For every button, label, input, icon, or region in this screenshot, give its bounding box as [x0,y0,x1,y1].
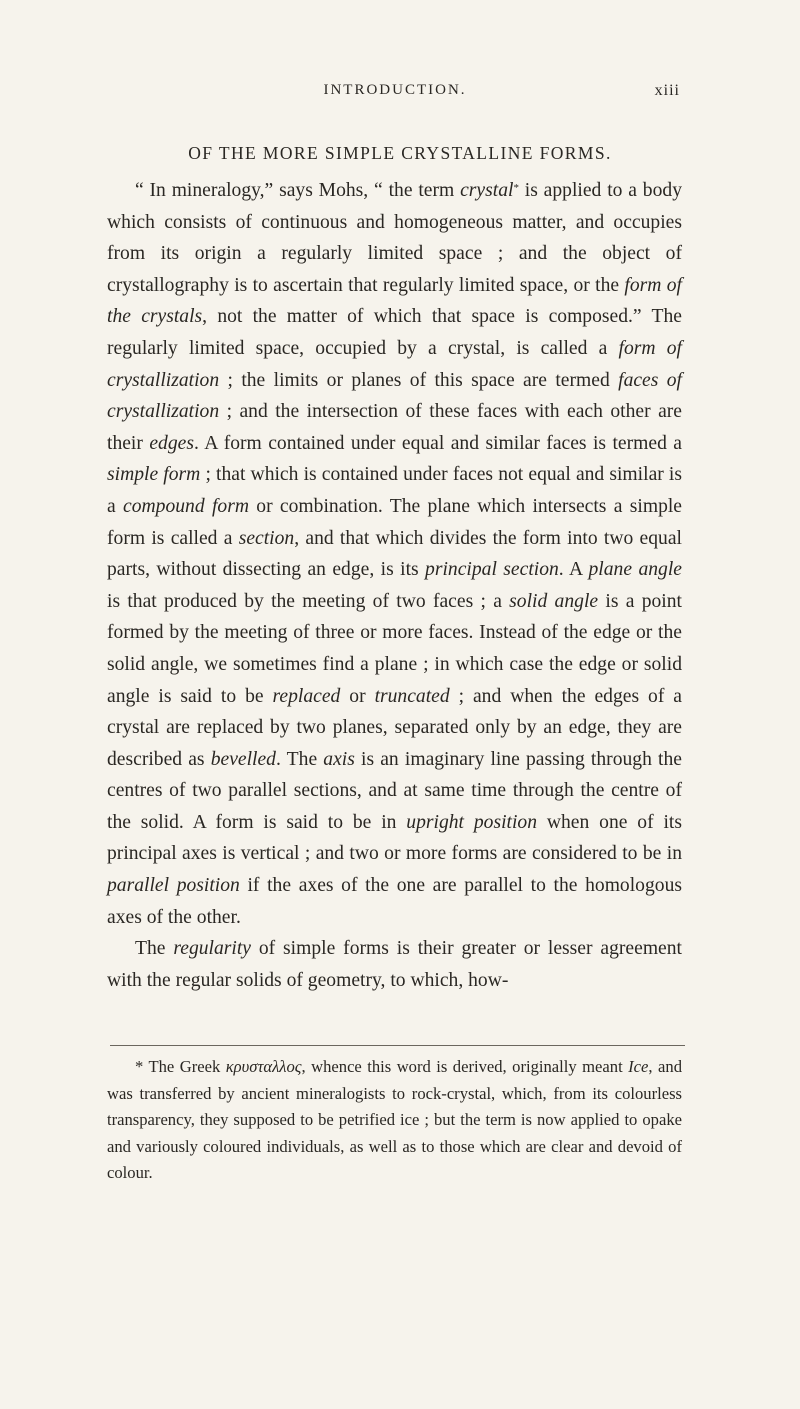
footnote [107,1054,682,1187]
paragraph-2: The regularity of simple forms is their greater or lesser agreement with the regular solids of geometry, to which, how- [107,938,682,991]
term-compound-form: compound form [123,495,249,517]
section-heading: OF THE MORE SIMPLE CRYSTALLINE FORMS. [188,143,612,163]
term-upright-position: upright position [406,811,537,833]
body-text [107,175,682,996]
footnote-marker: * [513,182,519,194]
term-crystal: crystal [460,180,514,201]
term-ice: Ice [628,1057,649,1076]
term-form-of-crystallization: form of crystallization [107,337,682,391]
term-solid-angle: solid angle [509,590,599,612]
running-head [110,82,680,106]
term-section: section [238,527,295,549]
term-regularity: regularity [173,938,251,960]
term-replaced: replaced [272,685,341,707]
footnote-marker: * [135,1057,144,1076]
term-form-of-the-crystals: form of the crystals [107,274,682,328]
running-head-title: INTRODUCTION. [323,82,467,98]
page-number: xiii [654,82,680,99]
term-simple-form: simple form [107,464,201,486]
term-parallel-position: parallel position [107,875,240,897]
term-axis: axis [323,748,355,770]
paragraph-1: “ In mineralogy,” says Mohs, “ the term crystal* is applied to a body which consists of continuous and homogeneous matter, and occupies from its origin a regularly limited space ; and the object of crystallography is to ascertain that regularly limited space, or the form of the crystals, not the matter of which that space is composed.” The regularly limited space, occupied by a crystal, is called a form of crystallization ; the limits or planes of this space are termed faces of crystallization ; and the intersection of these faces with each other are their edges. A form contained under equal and similar faces is termed a simple form ; that which is contained under faces not equal and similar is a compound form or combination. The plane which intersects a simple form is called a section, and that which divides the form into two equal parts, without dissecting an edge, is its principal section. A plane angle is that produced by the meeting of two faces ; a solid angle is a point formed by the meeting of three or more faces. Instead of the edge or the solid angle, we sometimes find a plane ; in which case the edge or solid angle is said to be replaced or truncated ; and when the edges of a crystal are replaced by two planes, separated only by an edge, they are described as bevelled. The axis is an imaginary line passing through the centres of two parallel sections, and at same time through the centre of the solid. A form is said to be in upright position when one of its principal axes is vertical ; and two or more forms are considered to be in parallel position if the axes of the one are parallel to the homologous axes of the other. [107,180,683,928]
footnote-text: * The Greek κρυσταλλος, whence this word is derived, originally meant Ice, and was transferred by ancient mineralogists to rock-crystal, which, from its colourless transparency, they supposed to be petrified ice ; but the term is now applied to opake and variously coloured individuals, as well as to those which are clear and devoid of colour. [107,1057,682,1183]
term-bevelled: bevelled [210,748,276,770]
greek-word: κρυσταλλος [225,1057,302,1076]
term-truncated: truncated [374,685,450,707]
footnote-divider [110,1045,685,1046]
term-plane-angle: plane angle [588,559,682,581]
term-edges: edges [149,432,194,454]
term-principal-section: principal section [425,559,559,581]
term-faces-of-crystallization: faces of crystallization [107,369,682,423]
